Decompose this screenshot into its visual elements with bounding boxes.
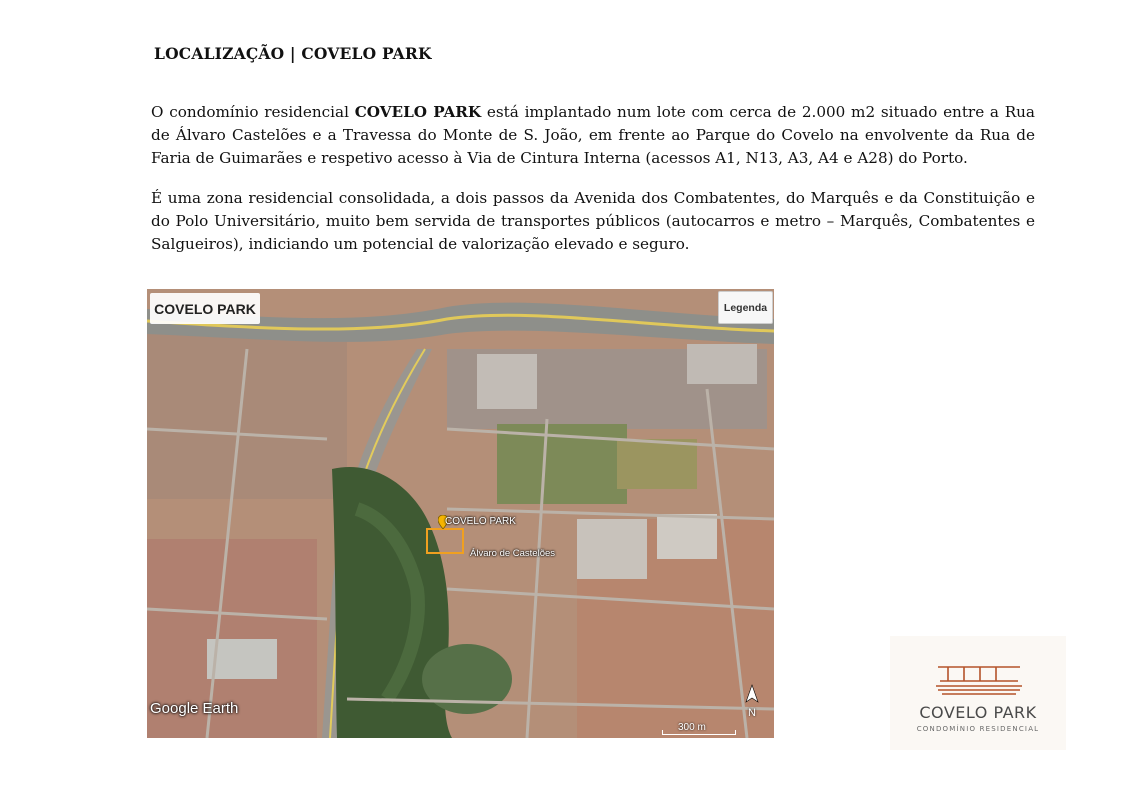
intro-lead: O condomínio residencial [151, 103, 355, 121]
satellite-map[interactable] [147, 289, 774, 738]
covelo-park-logo [890, 636, 1066, 750]
scale-label: 300 m [678, 722, 706, 733]
google-earth-logo: Google Earth [150, 700, 239, 717]
pin-label: COVELO PARK [445, 516, 516, 527]
intro-brand: COVELO PARK [354, 103, 482, 121]
north-label: N [748, 707, 756, 719]
intro-rest: está implantado num lote com cerca de 2.000 m2 situado entre a Rua de Álvaro Castelões e a Travessa do Monte de S. João, em frente ao Parque do Covelo na envolvente da Rua de Faria de Guimarães e respetivo acesso à Via de Cintura Interna (acessos A1, N13, A3, A4 e A28) do Porto. [151, 103, 1035, 167]
scale-bar [662, 722, 734, 736]
location-paragraph: É uma zona residencial consolidada, a dois passos da Avenida dos Combatentes, do Marquês e da Constituição e do Polo Universitário, muito bem servida de transportes públicos (autocarros e metro – Marquês, Combatentes e Salgueiros), indiciando um potencial de valorização elevado e seguro. [151, 189, 1035, 253]
map-title-label: COVELO PARK [150, 293, 260, 324]
page-title: LOCALIZAÇÃO | COVELO PARK [154, 44, 432, 63]
logo-emblem-icon [934, 661, 1024, 697]
logo-name: COVELO PARK [919, 703, 1037, 722]
logo-subtitle: CONDOMÍNIO RESIDENCIAL [916, 725, 1040, 733]
satellite-map-image [147, 289, 774, 738]
legend-button[interactable]: Legenda [718, 291, 773, 324]
street-label: Álvaro de Castelões [470, 548, 556, 559]
compass-icon [741, 684, 763, 718]
intro-paragraph [151, 101, 1035, 170]
